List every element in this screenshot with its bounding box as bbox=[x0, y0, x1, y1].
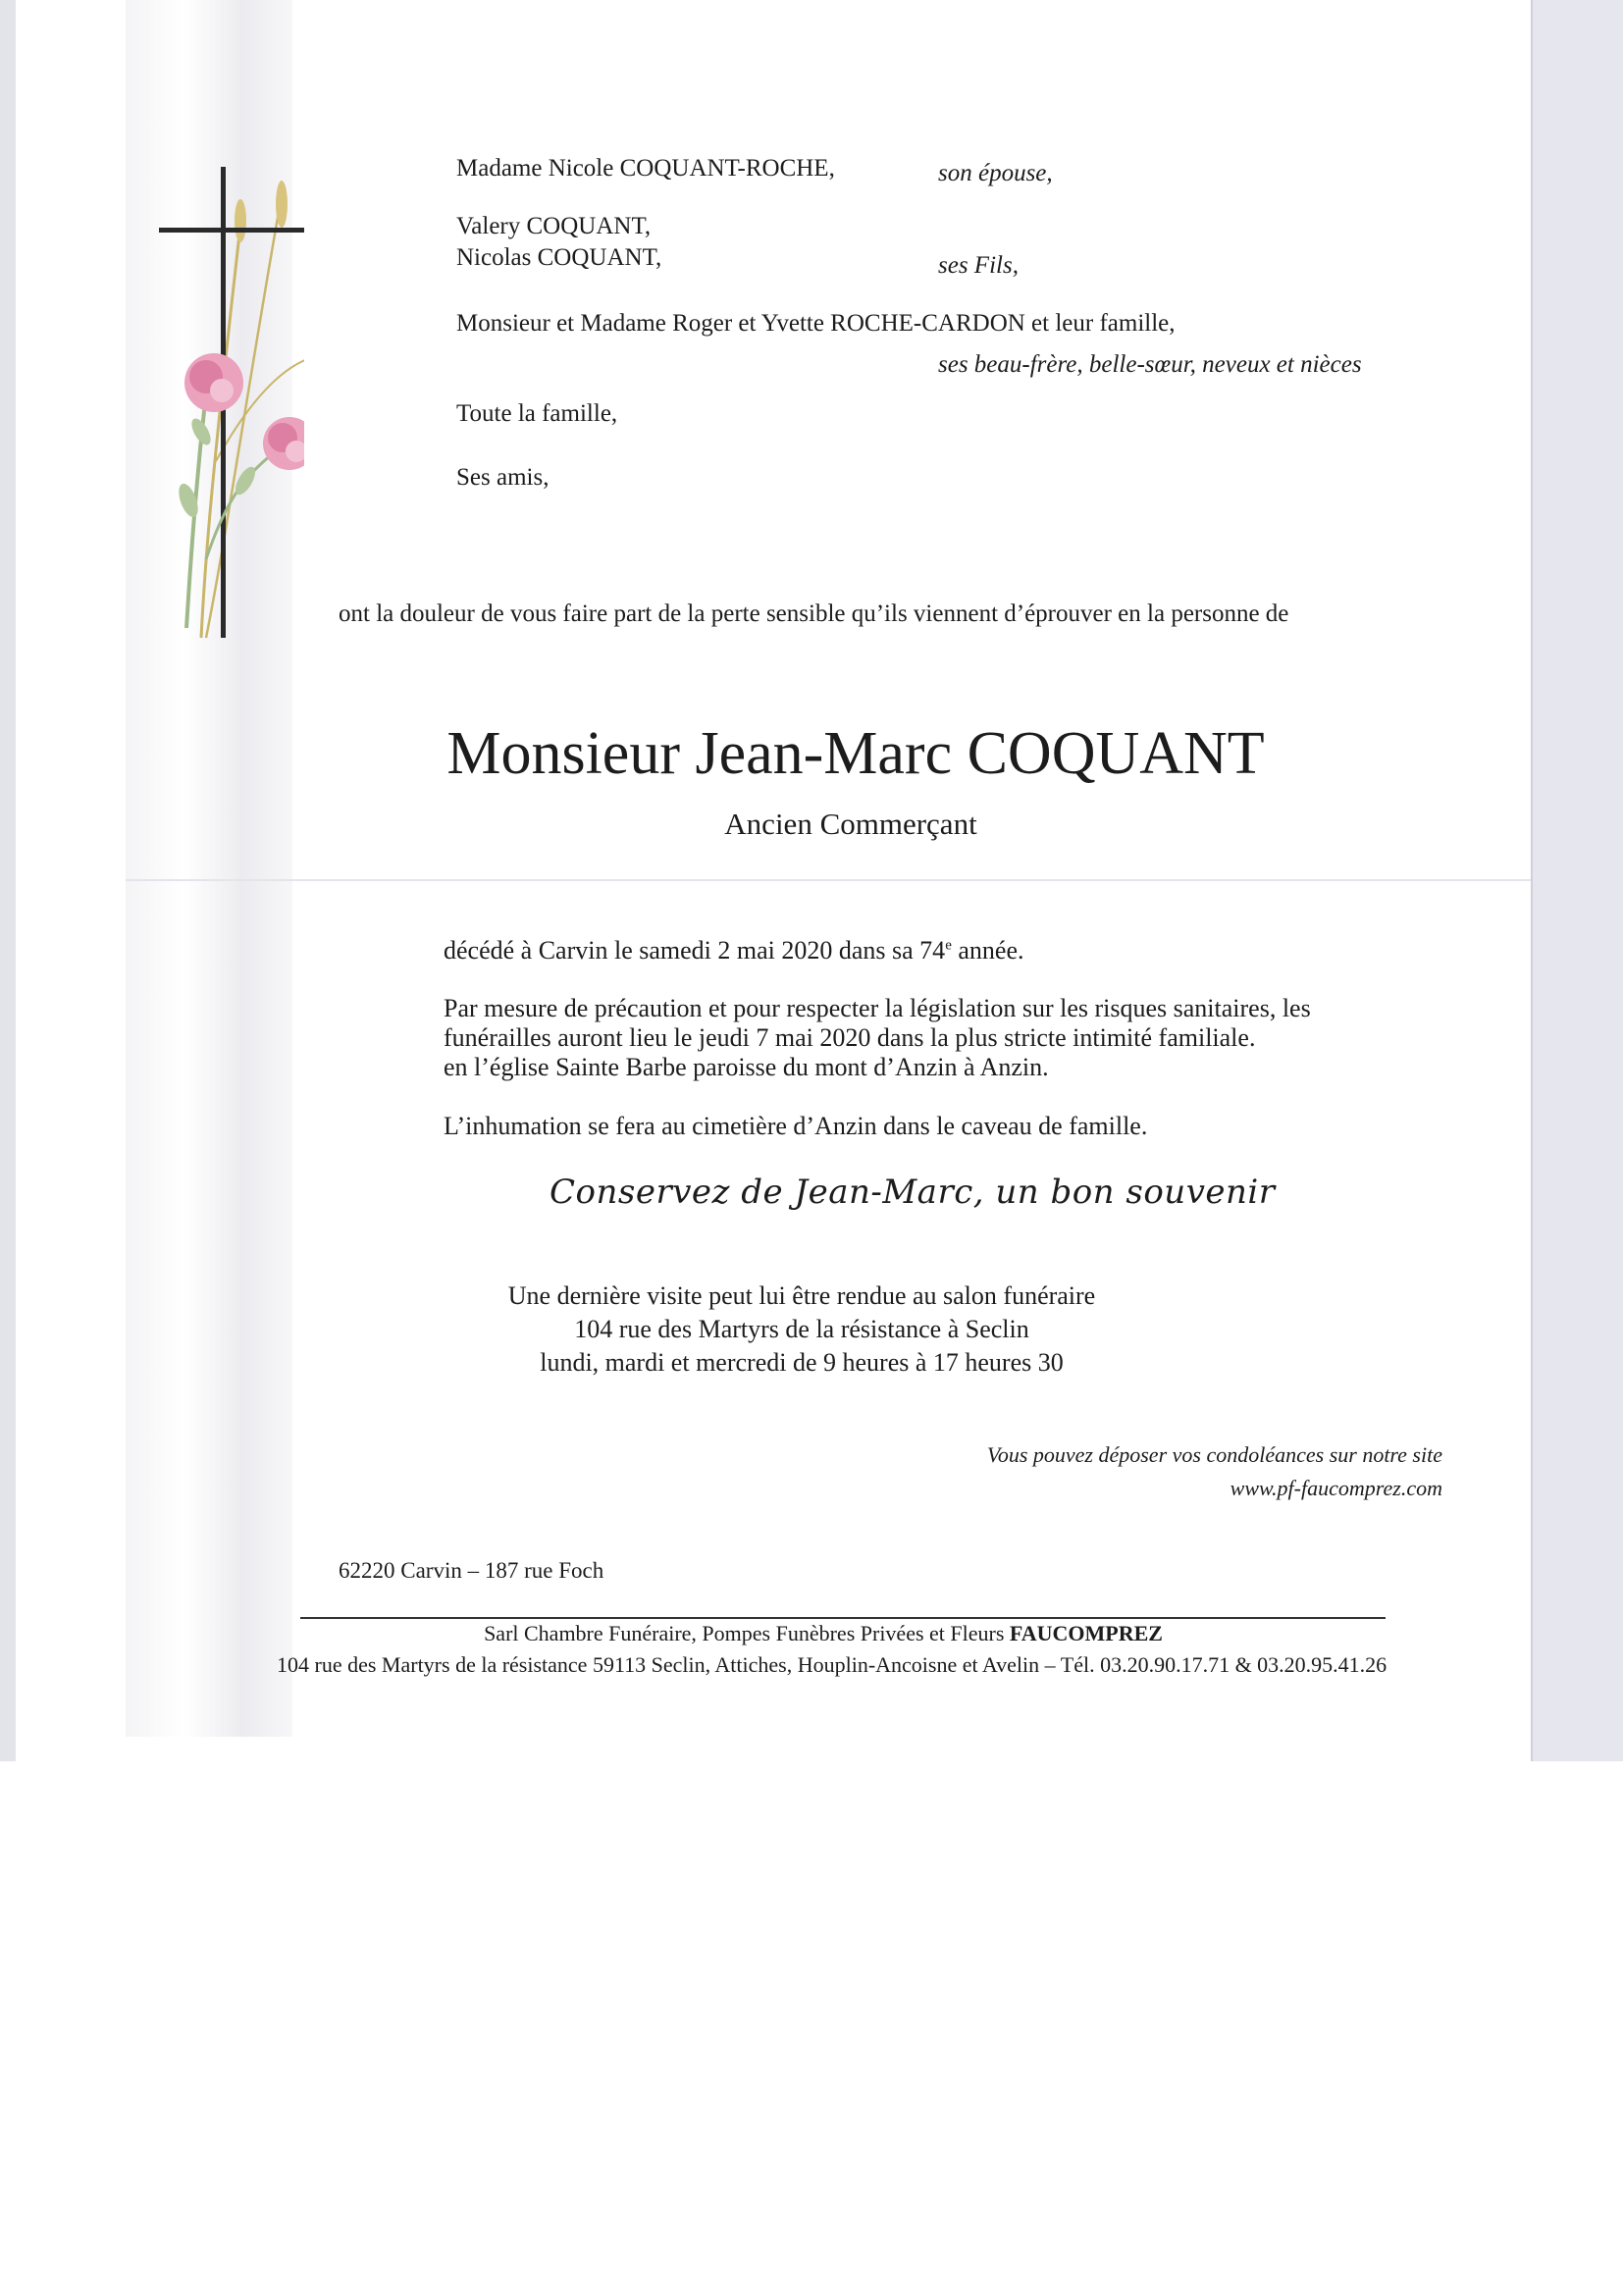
footer-contact: 104 rue des Martyrs de la résistance 59113 Seclin, Attiches, Houplin-Ancoisne et Avelin – Tél. 03.20.90.17.71 & 03.20.95.41.26 bbox=[277, 1652, 1387, 1677]
family-name-in-laws: Monsieur et Madame Roger et Yvette ROCHE-CARDON et leur famille, bbox=[456, 310, 1176, 337]
measure-line-3: en l’église Sainte Barbe paroisse du mont d’Anzin à Anzin. bbox=[444, 1053, 1049, 1081]
announcement-text: ont la douleur de vous faire part de la perte sensible qu’ils viennent d’éprouver en la personne de bbox=[339, 600, 1289, 627]
family-name-son-1: Valery COQUANT, bbox=[456, 213, 652, 239]
scan-margin-right bbox=[1533, 0, 1623, 1761]
condolences-text: Vous pouvez déposer vos condoléances sur notre site bbox=[986, 1442, 1442, 1467]
visit-line-3: lundi, mardi et mercredi de 9 heures à 17 heures 30 bbox=[540, 1348, 1064, 1377]
condolences-url[interactable]: www.pf-faucomprez.com bbox=[1230, 1476, 1442, 1500]
cross-with-roses-illustration bbox=[147, 167, 304, 657]
deceased-title: Ancien Commerçant bbox=[724, 807, 977, 841]
visit-line-1: Une dernière visite peut lui être rendue au salon funéraire bbox=[507, 1281, 1096, 1310]
family-whole: Toute la famille, bbox=[456, 400, 618, 427]
death-text: décédé à Carvin le samedi 2 mai 2020 dans sa 74 bbox=[444, 936, 946, 965]
fold-line bbox=[126, 879, 1531, 881]
footer-company bbox=[12, 1621, 1623, 1646]
deceased-name: Monsieur Jean-Marc COQUANT bbox=[446, 720, 1265, 787]
death-text-end: année. bbox=[951, 936, 1024, 965]
measure-line-1: Par mesure de précaution et pour respecter la législation sur les risques sanitaires, les bbox=[444, 994, 1311, 1022]
footer-company-name: FAUCOMPREZ bbox=[1009, 1621, 1163, 1645]
rose-flower-icon bbox=[184, 353, 243, 412]
footer-company-prefix: Sarl Chambre Funéraire, Pompes Funèbres Privées et Fleurs bbox=[484, 1621, 1010, 1645]
burial-text: L’inhumation se fera au cimetière d’Anzin dans le caveau de famille. bbox=[444, 1112, 1148, 1140]
relation-spouse: son épouse, bbox=[938, 160, 1053, 186]
relation-in-laws: ses beau-frère, belle-sœur, neveux et nièces bbox=[938, 351, 1362, 378]
rose-flower-icon bbox=[263, 417, 304, 470]
footer-separator bbox=[300, 1617, 1386, 1619]
family-name-son-2: Nicolas COQUANT, bbox=[456, 244, 662, 271]
visit-line-2: 104 rue des Martyrs de la résistance à Seclin bbox=[574, 1315, 1029, 1343]
remembrance-script: Conservez de Jean-Marc, un bon souvenir bbox=[550, 1173, 1276, 1212]
relation-sons: ses Fils, bbox=[938, 252, 1019, 279]
measure-line-2: funérailles auront lieu le jeudi 7 mai 2020 dans la plus stricte intimité familiale. bbox=[444, 1023, 1256, 1052]
address: 62220 Carvin – 187 rue Foch bbox=[339, 1558, 604, 1583]
family-friends: Ses amis, bbox=[456, 464, 550, 491]
family-name-spouse: Madame Nicole COQUANT-ROCHE, bbox=[456, 155, 835, 182]
death-superscript: e bbox=[945, 937, 952, 954]
death-statement bbox=[444, 936, 1023, 965]
scan-margin-left bbox=[0, 0, 16, 1761]
